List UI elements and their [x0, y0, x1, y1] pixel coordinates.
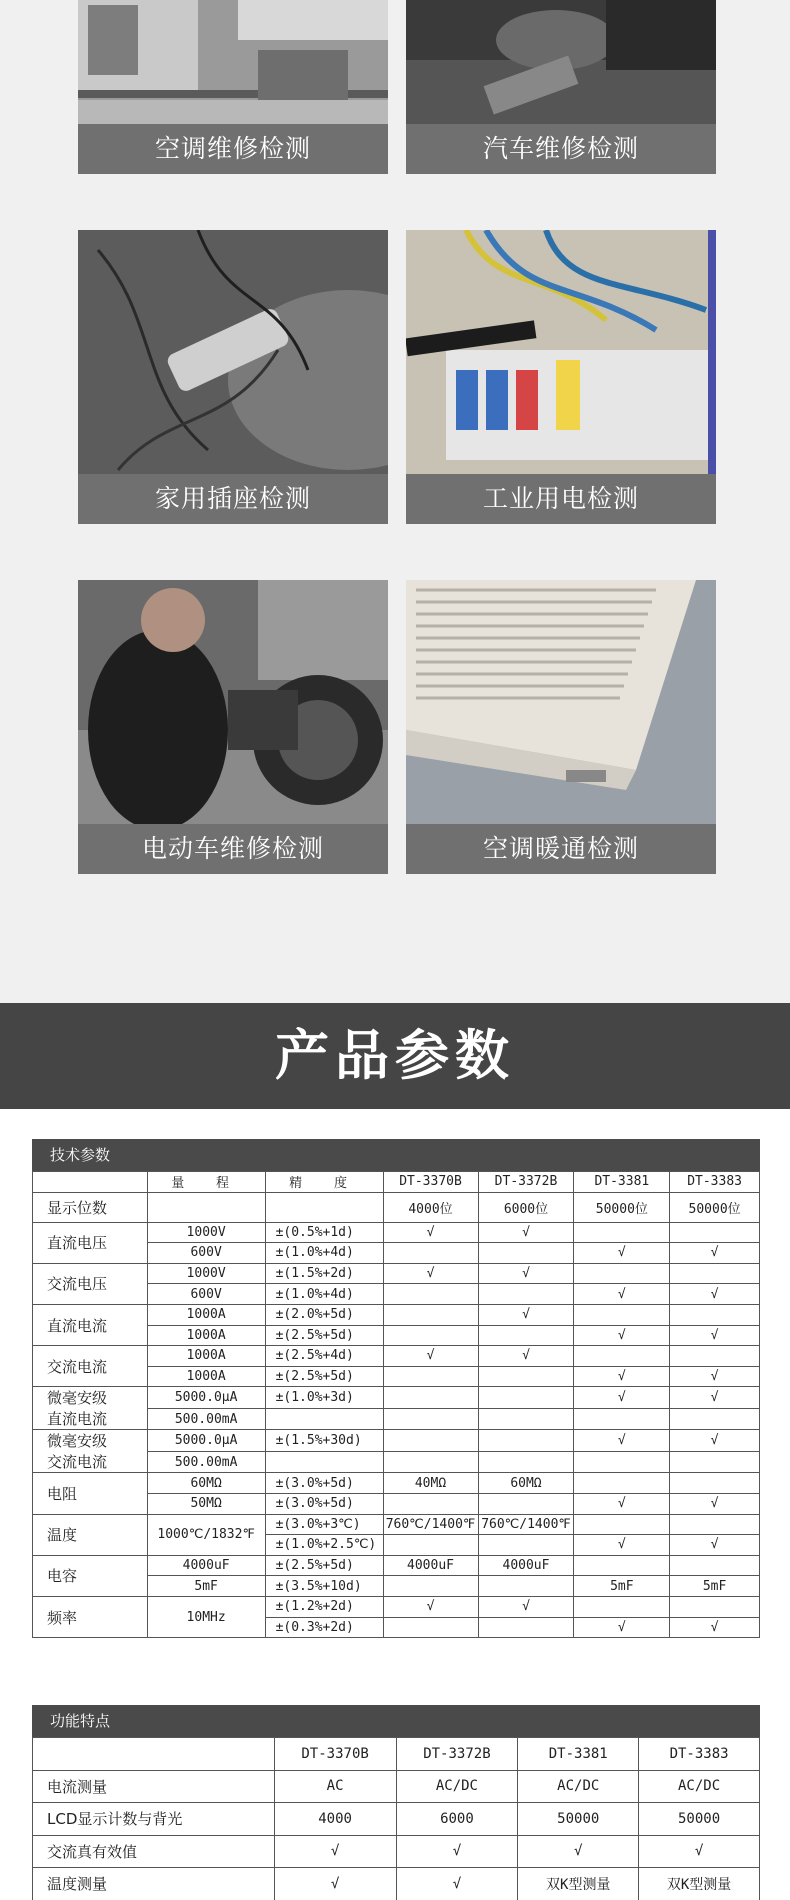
cell: √: [670, 1243, 760, 1264]
app-card-caption: 电动车维修检测: [78, 824, 388, 874]
cell: [383, 1284, 478, 1305]
cell: [670, 1346, 760, 1367]
cell: 1000V: [147, 1263, 265, 1284]
cell: √: [478, 1263, 574, 1284]
cell: [265, 1192, 383, 1222]
cell: 6000: [396, 1803, 518, 1836]
cell: [478, 1325, 574, 1346]
feature-row: [33, 1803, 760, 1836]
spec-row: [33, 1304, 760, 1325]
cell: √: [383, 1596, 478, 1617]
row-name-line: 微毫安级: [47, 1432, 108, 1451]
ceiling-ac-image: [406, 580, 716, 824]
cell: √: [574, 1617, 670, 1638]
row-name: 电阻: [33, 1473, 148, 1514]
cell: [383, 1430, 478, 1452]
cell: AC/DC: [518, 1770, 639, 1803]
cell: √: [478, 1222, 574, 1243]
spec-row-display: [33, 1192, 760, 1222]
cell: [670, 1555, 760, 1576]
cell: √: [478, 1304, 574, 1325]
cell: 500.00mA: [147, 1451, 265, 1473]
cell: 6000位: [478, 1192, 574, 1222]
spec-row: [33, 1346, 760, 1367]
cell: √: [518, 1835, 639, 1868]
cell: √: [670, 1284, 760, 1305]
spec-row: [33, 1596, 760, 1617]
cell: √: [670, 1325, 760, 1346]
banner-title: 产品参数: [275, 1024, 515, 1087]
cell: ±(2.5%+5d): [265, 1555, 383, 1576]
app-card-caption: 空调暖通检测: [406, 824, 716, 874]
cell: [670, 1451, 760, 1473]
cell: 1000V: [147, 1222, 265, 1243]
cell: [147, 1192, 265, 1222]
cell: ±(3.0%+5d): [265, 1493, 383, 1514]
cell: [383, 1325, 478, 1346]
cell: 双K型测量: [639, 1868, 760, 1900]
cell: √: [639, 1835, 760, 1868]
cell: √: [574, 1284, 670, 1305]
cell: [574, 1596, 670, 1617]
cell: ±(1.0%+2.5℃): [265, 1535, 383, 1556]
cell: [574, 1473, 670, 1494]
cell: [670, 1473, 760, 1494]
cell: ±(2.5%+5d): [265, 1366, 383, 1387]
cell: 760℃/1400℉: [383, 1514, 478, 1535]
cell: √: [670, 1535, 760, 1556]
cell: 600V: [147, 1284, 265, 1305]
app-card: [78, 580, 388, 874]
cell: 4000位: [383, 1192, 478, 1222]
cell: 双K型测量: [518, 1868, 639, 1900]
power-strip-image: [78, 230, 388, 474]
header-model: DT-3372B: [396, 1738, 518, 1771]
row-name: 交流电压: [33, 1263, 148, 1304]
cell: √: [574, 1387, 670, 1409]
cell: √: [574, 1243, 670, 1264]
cell: 1000A: [147, 1366, 265, 1387]
header-model: DT-3370B: [274, 1738, 396, 1771]
cell: √: [670, 1617, 760, 1638]
cell: AC/DC: [639, 1770, 760, 1803]
feature-table: [32, 1705, 760, 1900]
cell: ±(1.0%+4d): [265, 1243, 383, 1264]
app-card: [406, 0, 716, 174]
cell: 40MΩ: [383, 1473, 478, 1494]
spec-table-title: 技术参数: [32, 1139, 760, 1171]
feature-row: [33, 1868, 760, 1900]
cell: [383, 1576, 478, 1597]
cell: [383, 1617, 478, 1638]
cell: [478, 1284, 574, 1305]
cell: [574, 1555, 670, 1576]
header-model: DT-3383: [639, 1738, 760, 1771]
cell: 1000℃/1832℉: [147, 1514, 265, 1555]
spec-header-row: [33, 1172, 760, 1193]
cell: ±(2.5%+5d): [265, 1325, 383, 1346]
section-banner: [0, 1003, 790, 1109]
cell: [478, 1493, 574, 1514]
cell: [574, 1408, 670, 1430]
cell: [265, 1451, 383, 1473]
row-name: 显示位数: [33, 1192, 148, 1222]
app-card: [78, 0, 388, 174]
cell: ±(2.5%+4d): [265, 1346, 383, 1367]
cell: [383, 1304, 478, 1325]
row-name: 交流电流: [33, 1346, 148, 1387]
cell: ±(0.3%+2d): [265, 1617, 383, 1638]
cell: 4000: [274, 1803, 396, 1836]
cell: [574, 1263, 670, 1284]
header-model: DT-3370B: [383, 1172, 478, 1193]
cell: 50000位: [670, 1192, 760, 1222]
cell: [265, 1408, 383, 1430]
cell: 50000: [518, 1803, 639, 1836]
feature-table-grid: [32, 1737, 760, 1900]
feature-header-row: [33, 1738, 760, 1771]
cell: [478, 1243, 574, 1264]
cell: [478, 1451, 574, 1473]
cell: √: [574, 1535, 670, 1556]
cell: AC/DC: [396, 1770, 518, 1803]
cell: [670, 1263, 760, 1284]
cell: [383, 1387, 478, 1409]
row-name: LCD显示计数与背光: [33, 1803, 275, 1836]
row-name-line: 微毫安级: [47, 1389, 108, 1408]
row-name-line: 交流电流: [47, 1453, 108, 1472]
header-range: 量 程: [147, 1172, 265, 1193]
ac-outdoor-unit-image: [78, 0, 388, 124]
feature-body: [33, 1770, 760, 1900]
spec-row: [33, 1473, 760, 1494]
cell: √: [478, 1346, 574, 1367]
cell: √: [396, 1868, 518, 1900]
cell: [478, 1366, 574, 1387]
cell: 4000uF: [478, 1555, 574, 1576]
cell: ±(3.5%+10d): [265, 1576, 383, 1597]
cell: [383, 1408, 478, 1430]
cell: 5000.0μA: [147, 1430, 265, 1452]
cell: [574, 1451, 670, 1473]
cell: [383, 1451, 478, 1473]
spec-row: [33, 1263, 760, 1284]
cell: [670, 1514, 760, 1535]
cell: 4000uF: [383, 1555, 478, 1576]
cell: [574, 1346, 670, 1367]
row-name: 温度测量: [33, 1868, 275, 1900]
row-name: 频率: [33, 1596, 148, 1637]
cell: 10MHz: [147, 1596, 265, 1637]
cell: [478, 1535, 574, 1556]
spec-row: [33, 1222, 760, 1243]
header-model: DT-3381: [574, 1172, 670, 1193]
row-name: 直流电流: [33, 1304, 148, 1345]
cell: [478, 1408, 574, 1430]
header-model: DT-3383: [670, 1172, 760, 1193]
cell: [478, 1617, 574, 1638]
cell: √: [383, 1263, 478, 1284]
cell: [383, 1366, 478, 1387]
cell: 50000: [639, 1803, 760, 1836]
cell: √: [574, 1325, 670, 1346]
cell: [383, 1243, 478, 1264]
cell: √: [383, 1222, 478, 1243]
header-model: DT-3381: [518, 1738, 639, 1771]
cell: 60MΩ: [478, 1473, 574, 1494]
cell: 5mF: [670, 1576, 760, 1597]
cell: 5000.0μA: [147, 1387, 265, 1409]
cell: ±(1.5%+2d): [265, 1263, 383, 1284]
cell: ±(1.0%+3d): [265, 1387, 383, 1409]
cell: 1000A: [147, 1325, 265, 1346]
header-blank: [33, 1172, 148, 1193]
cell: √: [274, 1868, 396, 1900]
cell: ±(3.0%+5d): [265, 1473, 383, 1494]
cell: [670, 1304, 760, 1325]
cell: 50MΩ: [147, 1493, 265, 1514]
spec-row: [33, 1387, 760, 1409]
cell: √: [574, 1366, 670, 1387]
feature-row: [33, 1770, 760, 1803]
spec-body: [33, 1222, 760, 1638]
cell: ±(1.2%+2d): [265, 1596, 383, 1617]
cell: ±(1.0%+4d): [265, 1284, 383, 1305]
app-card: [406, 230, 716, 524]
row-name: 直流电压: [33, 1222, 148, 1263]
cell: √: [670, 1493, 760, 1514]
spec-table: [32, 1139, 760, 1638]
cell: 60MΩ: [147, 1473, 265, 1494]
header-blank: [33, 1738, 275, 1771]
cell: 4000uF: [147, 1555, 265, 1576]
cell: [478, 1387, 574, 1409]
cell: [478, 1430, 574, 1452]
cell: 50000位: [574, 1192, 670, 1222]
header-model: DT-3372B: [478, 1172, 574, 1193]
cell: √: [670, 1366, 760, 1387]
app-card: [78, 230, 388, 524]
cell: [574, 1514, 670, 1535]
cell: [383, 1535, 478, 1556]
cell: ±(2.0%+5d): [265, 1304, 383, 1325]
cell: 1000A: [147, 1346, 265, 1367]
cell: √: [574, 1430, 670, 1452]
spec-row: [33, 1514, 760, 1535]
cell: 760℃/1400℉: [478, 1514, 574, 1535]
app-card-caption: 工业用电检测: [406, 474, 716, 524]
header-accuracy: 精 度: [265, 1172, 383, 1193]
app-card: [406, 580, 716, 874]
app-card-caption: 空调维修检测: [78, 124, 388, 174]
cell: 1000A: [147, 1304, 265, 1325]
app-card-caption: 汽车维修检测: [406, 124, 716, 174]
cell: ±(0.5%+1d): [265, 1222, 383, 1243]
electrical-panel-image: [406, 230, 716, 474]
cell: √: [670, 1387, 760, 1409]
car-repair-image: [406, 0, 716, 124]
motorcycle-repair-image: [78, 580, 388, 824]
row-name: [33, 1430, 148, 1473]
row-name-line: 直流电流: [47, 1410, 108, 1429]
cell: ±(1.5%+30d): [265, 1430, 383, 1452]
row-name: 电流测量: [33, 1770, 275, 1803]
row-name: 温度: [33, 1514, 148, 1555]
cell: √: [478, 1596, 574, 1617]
spec-row: [33, 1430, 760, 1452]
cell: [670, 1596, 760, 1617]
feature-row: [33, 1835, 760, 1868]
cell: 500.00mA: [147, 1408, 265, 1430]
cell: [574, 1222, 670, 1243]
cell: √: [396, 1835, 518, 1868]
cell: 600V: [147, 1243, 265, 1264]
row-name: 电容: [33, 1555, 148, 1596]
cell: [670, 1408, 760, 1430]
feature-table-title: 功能特点: [32, 1705, 760, 1737]
cell: AC: [274, 1770, 396, 1803]
cell: 5mF: [147, 1576, 265, 1597]
cell: 5mF: [574, 1576, 670, 1597]
cell: [478, 1576, 574, 1597]
row-name: [33, 1387, 148, 1430]
spec-row: [33, 1555, 760, 1576]
row-name: 交流真有效值: [33, 1835, 275, 1868]
cell: [574, 1304, 670, 1325]
cell: √: [383, 1346, 478, 1367]
app-card-caption: 家用插座检测: [78, 474, 388, 524]
cell: [383, 1493, 478, 1514]
cell: √: [670, 1430, 760, 1452]
cell: ±(3.0%+3℃): [265, 1514, 383, 1535]
cell: √: [274, 1835, 396, 1868]
spec-table-grid: [32, 1171, 760, 1638]
cell: [670, 1222, 760, 1243]
cell: √: [574, 1493, 670, 1514]
